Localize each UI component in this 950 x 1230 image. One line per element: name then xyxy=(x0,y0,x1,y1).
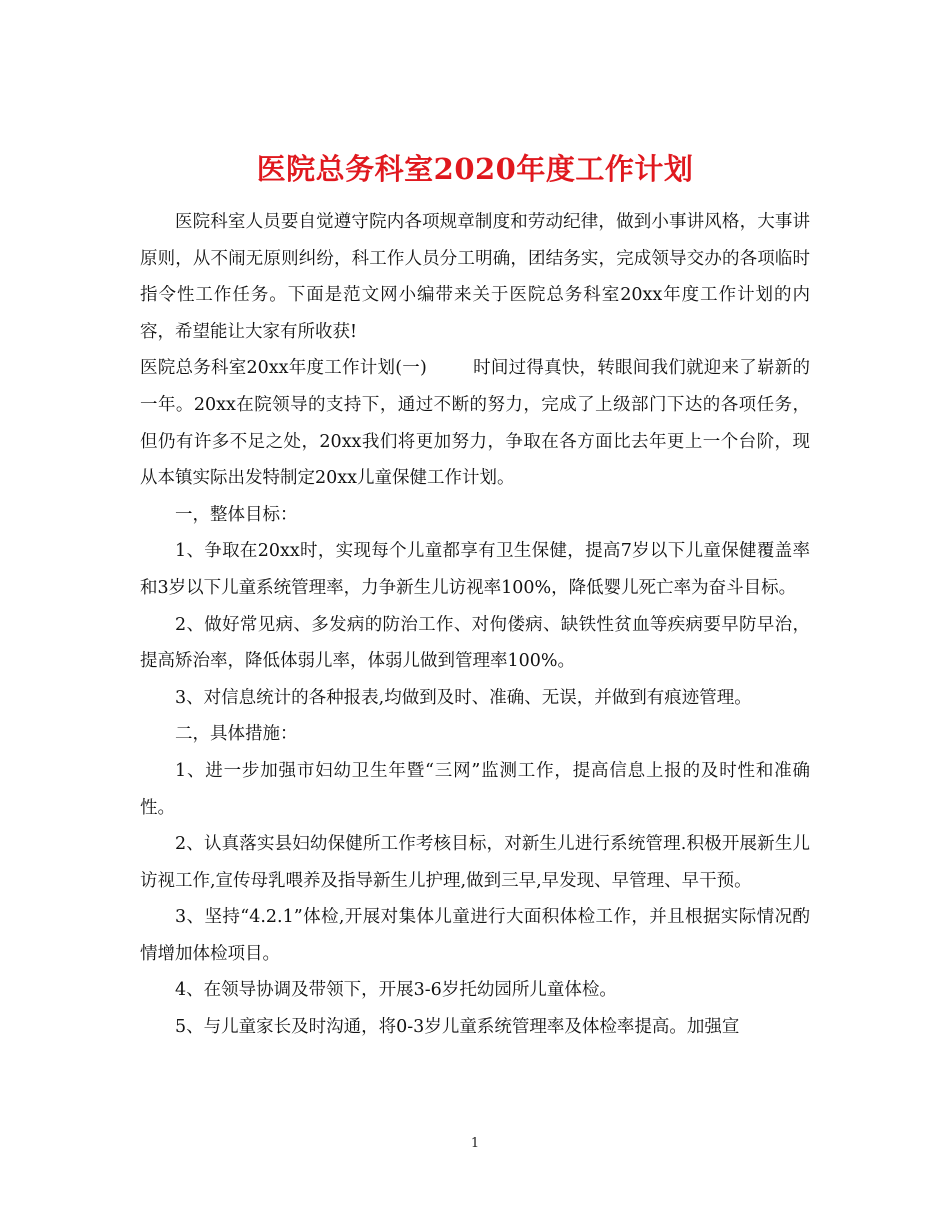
section-heading: 医院总务科室20xx年度工作计划(一) xyxy=(140,358,427,379)
page-number: 1 xyxy=(470,1136,480,1151)
measure-item-2: 2、认真落实县妇幼保健所工作考核目标，对新生儿进行系统管理.积极开展新生儿访视工作,宣传母乳喂养及指导新生儿护理,做到三早,早发现、早管理、早干预。 xyxy=(140,834,810,891)
measure-item-5: 5、与儿童家长及时沟通，将0-3岁儿童系统管理率及体检率提高。加强宣 xyxy=(175,1017,740,1038)
heading-overall-goals: 一，整体目标： xyxy=(175,504,298,525)
intro-paragraph: 医院科室人员要自觉遵守院内各项规章制度和劳动纪律，做到小事讲风格，大事讲原则，从不闹无原则纠纷，科工作人员分工明确，团结务实，完成领导交办的各项临时指令性工作任务。下面是范文网小编带来关于医院总务科室20xx年度工作计划的内容，希望能让大家有所收获! xyxy=(140,212,810,342)
heading-specific-measures: 二，具体措施： xyxy=(175,724,298,745)
goal-item-2: 2、做好常见病、多发病的防治工作、对佝偻病、缺铁性贫血等疾病要早防早治，提高矫治率，降低体弱儿率，体弱儿做到管理率100%。 xyxy=(140,614,810,672)
document-body xyxy=(140,204,810,1046)
section-lead: 时间过得真快，转眼间我们就迎来了崭新的一年。20xx在院领导的支持下，通过不断的努力，完成了上级部门下达的各项任务，但仍有许多不足之处，20xx我们将更加努力，争取在各方面比去年更上一个台阶，现从本镇实际出发特制定20xx儿童保健工作计划。 xyxy=(140,358,810,489)
section-paragraph xyxy=(140,350,810,496)
measure-item-4: 4、在领导协调及带领下，开展3-6岁托幼园所儿童体检。 xyxy=(175,980,617,1001)
page-title: 医院总务科室2020年度工作计划 xyxy=(256,152,694,187)
measure-item-3: 3、坚持“4.2.1”体检,开展对集体儿童进行大面积体检工作，并且根据实际情况酌情增加体检项目。 xyxy=(140,907,810,964)
goal-item-1: 1、争取在20xx时，实现每个儿童都享有卫生保健，提高7岁以下儿童保健覆盖率和3岁以下儿童系统管理率，力争新生儿访视率100%，降低婴儿死亡率为奋斗目标。 xyxy=(140,541,810,598)
measure-item-1: 1、进一步加强市妇幼卫生年暨“三网”监测工作，提高信息上报的及时性和准确性。 xyxy=(140,760,810,818)
goal-item-3: 3、对信息统计的各种报表,均做到及时、准确、无误，并做到有痕迹管理。 xyxy=(175,687,752,708)
